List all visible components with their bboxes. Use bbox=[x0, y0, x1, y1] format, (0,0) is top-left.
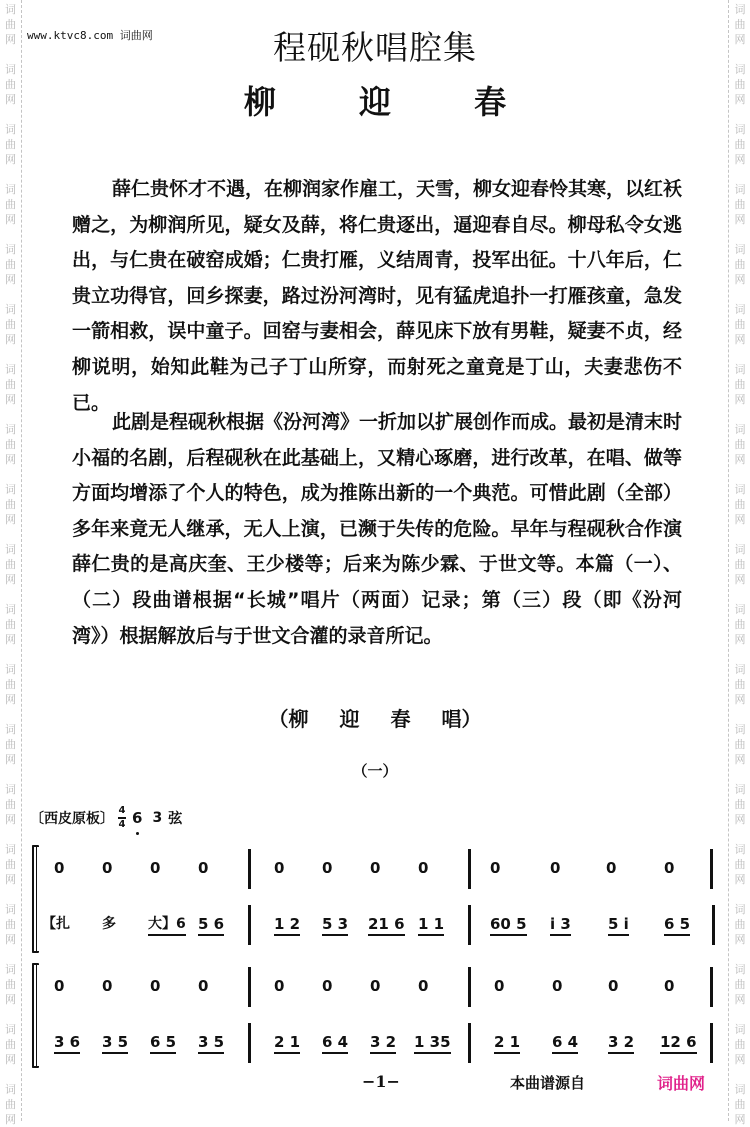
side-watermark bbox=[0, 302, 21, 347]
side-watermark bbox=[0, 1022, 21, 1067]
note: 0 bbox=[54, 977, 65, 995]
note: 0 bbox=[54, 859, 65, 877]
collection-title: 程砚秋唱腔集 bbox=[273, 28, 477, 67]
note-group: 1 1 bbox=[418, 915, 444, 936]
side-watermark-char: 网 bbox=[734, 753, 746, 766]
side-watermark-char: 曲 bbox=[5, 738, 16, 751]
barline bbox=[248, 967, 251, 1007]
side-watermark bbox=[0, 542, 21, 587]
side-watermark-char: 词 bbox=[5, 303, 16, 316]
side-watermark-char: 网 bbox=[5, 1113, 16, 1126]
side-watermark bbox=[0, 122, 21, 167]
side-watermark-char: 网 bbox=[5, 993, 16, 1006]
side-watermark bbox=[729, 662, 750, 707]
side-watermark-char: 词 bbox=[5, 1023, 16, 1036]
side-watermark-char: 词 bbox=[734, 843, 746, 856]
side-watermark bbox=[729, 1082, 750, 1127]
side-watermark-char: 曲 bbox=[734, 378, 746, 391]
note: 0 bbox=[370, 859, 381, 877]
score-system bbox=[30, 845, 720, 953]
side-watermark bbox=[729, 542, 750, 587]
side-watermark-char: 词 bbox=[734, 603, 746, 616]
piece-title bbox=[0, 77, 750, 123]
side-watermark-char: 词 bbox=[734, 783, 746, 796]
note: 0 bbox=[418, 977, 429, 995]
side-watermark bbox=[729, 122, 750, 167]
side-watermark-char: 词 bbox=[5, 843, 16, 856]
side-watermark-char: 词 bbox=[5, 363, 16, 376]
side-watermark-char: 词 bbox=[734, 303, 746, 316]
note: 0 bbox=[418, 859, 429, 877]
side-watermark-char: 曲 bbox=[734, 558, 746, 571]
side-watermark-char: 曲 bbox=[734, 738, 746, 751]
side-watermark-char: 词 bbox=[5, 783, 16, 796]
side-watermark bbox=[729, 602, 750, 647]
note-group: 3 2 bbox=[608, 1033, 634, 1054]
barline bbox=[712, 905, 715, 945]
side-watermark-char: 网 bbox=[734, 873, 746, 886]
side-watermark-char: 网 bbox=[734, 453, 746, 466]
note: 0 bbox=[370, 977, 381, 995]
side-watermark-char: 网 bbox=[5, 393, 16, 406]
tempo-line bbox=[30, 806, 182, 830]
note: 0 bbox=[606, 859, 617, 877]
note-group: 6 5 bbox=[150, 1033, 176, 1054]
synopsis-paragraph-text: 薛仁贵怀才不遇，在柳润家作雇工，天雪，柳女迎春怜其寒，以红袄赠之，为柳润所见，疑女及薛，将仁贵逐出，逼迎春自尽。柳母私令女逃出，与仁贵在破窑成婚；仁贵打雁，义结周青，投军出征。十八年后，仁贵立功得官，回乡探妻，路过汾河湾时，见有猛虎追扑一打雁孩童，急发一箭相救，误中童子。回窑与妻相会，薛见床下放有男鞋，疑妻不贞，经柳说明，始知此鞋为己子丁山所穿，而射死之童竟是丁山，夫妻悲伤不已。 bbox=[72, 178, 683, 414]
background-paragraph-text: 此剧是程砚秋根据《汾河湾》一折加以扩展创作而成。最初是清末时小福的名剧，后程砚秋在此基础上，又精心琢磨，进行改革，在唱、做等方面均增添了个人的特色，成为推陈出新的一个典范。可惜此剧（全部）多年来竟无人继承，无人上演，已濒于失传的危险。早年与程砚秋合作演薛仁贵的是高庆奎、王少楼等；后来为陈少霖、于世文等。本篇（一）、（二）段曲谱根据“长城”唱片（两面）记录；第（三）段（即《汾河湾》）根据解放后与于世文合灌的录音所记。 bbox=[72, 411, 683, 647]
singer-heading bbox=[0, 703, 750, 732]
side-watermark-char: 网 bbox=[734, 153, 746, 166]
side-watermark bbox=[0, 182, 21, 227]
side-watermark-char: 网 bbox=[5, 33, 16, 46]
side-watermark bbox=[0, 1082, 21, 1127]
side-watermark-char: 曲 bbox=[734, 1098, 746, 1111]
side-watermark bbox=[0, 422, 21, 467]
note: 0 bbox=[150, 977, 161, 995]
note-group: 5 6 bbox=[198, 915, 224, 936]
note: 0 bbox=[494, 977, 505, 995]
side-watermark-char: 曲 bbox=[5, 498, 16, 511]
note-group: 大】6 bbox=[148, 915, 186, 936]
side-watermark-char: 曲 bbox=[5, 558, 16, 571]
side-watermark bbox=[0, 782, 21, 827]
side-watermark bbox=[729, 782, 750, 827]
side-watermark-char: 网 bbox=[5, 573, 16, 586]
side-watermark-char: 词 bbox=[5, 723, 16, 736]
side-watermark bbox=[0, 362, 21, 407]
barline bbox=[468, 849, 471, 889]
note-group: 21 6 bbox=[368, 915, 405, 936]
side-watermark-char: 曲 bbox=[734, 858, 746, 871]
tempo-marking: 〔西皮原板〕 bbox=[30, 810, 114, 827]
side-watermark bbox=[729, 1022, 750, 1067]
note: 0 bbox=[322, 977, 333, 995]
side-watermark-char: 曲 bbox=[734, 78, 746, 91]
synopsis-paragraph bbox=[72, 172, 682, 421]
note-group: 3 5 bbox=[102, 1033, 128, 1054]
side-watermark-char: 网 bbox=[734, 1053, 746, 1066]
side-watermark-char: 网 bbox=[5, 873, 16, 886]
note-group: 1 2 bbox=[274, 915, 300, 936]
vocal-row bbox=[30, 1023, 720, 1063]
note: 0 bbox=[664, 977, 675, 995]
accompaniment-row bbox=[30, 849, 720, 889]
note: 0 bbox=[608, 977, 619, 995]
side-watermark-char: 曲 bbox=[734, 318, 746, 331]
note-group: 6 4 bbox=[322, 1033, 348, 1054]
barline bbox=[248, 905, 251, 945]
side-watermark-char: 网 bbox=[734, 513, 746, 526]
side-watermark-char: 词 bbox=[734, 723, 746, 736]
side-watermark-char: 词 bbox=[5, 123, 16, 136]
side-watermark-char: 曲 bbox=[734, 1038, 746, 1051]
side-watermark-char: 曲 bbox=[5, 438, 16, 451]
side-watermark-char: 词 bbox=[734, 903, 746, 916]
side-watermark-char: 网 bbox=[734, 1113, 746, 1126]
barline bbox=[468, 967, 471, 1007]
side-watermark bbox=[729, 842, 750, 887]
side-watermark-char: 词 bbox=[734, 363, 746, 376]
side-watermark-char: 词 bbox=[734, 3, 746, 16]
time-signature bbox=[118, 806, 126, 830]
side-watermark-char: 词 bbox=[5, 963, 16, 976]
side-watermark-char: 词 bbox=[734, 123, 746, 136]
note: 0 bbox=[150, 859, 161, 877]
note-group: 6 5 bbox=[664, 915, 690, 936]
side-watermark-char: 词 bbox=[5, 663, 16, 676]
piece-title-char: 柳 bbox=[243, 83, 276, 121]
side-watermark-char: 词 bbox=[734, 1023, 746, 1036]
side-watermark bbox=[0, 602, 21, 647]
side-watermark bbox=[729, 242, 750, 287]
side-watermark bbox=[0, 842, 21, 887]
side-watermark-char: 词 bbox=[5, 603, 16, 616]
accompaniment-row bbox=[30, 967, 720, 1007]
side-watermark-char: 曲 bbox=[5, 858, 16, 871]
note-group: i 3 bbox=[550, 915, 571, 936]
side-watermark-char: 曲 bbox=[5, 978, 16, 991]
side-watermark-char: 网 bbox=[5, 693, 16, 706]
side-watermark-char: 曲 bbox=[734, 798, 746, 811]
left-watermark-rail bbox=[0, 0, 22, 1126]
side-watermark-char: 曲 bbox=[734, 618, 746, 631]
side-watermark-char: 词 bbox=[5, 903, 16, 916]
side-watermark-char: 曲 bbox=[734, 438, 746, 451]
note-group: 3 2 bbox=[370, 1033, 396, 1054]
side-watermark-char: 曲 bbox=[5, 678, 16, 691]
note-group: 2 1 bbox=[494, 1033, 520, 1054]
side-watermark bbox=[0, 242, 21, 287]
side-watermark-char: 词 bbox=[5, 243, 16, 256]
note: 0 bbox=[552, 977, 563, 995]
side-watermark bbox=[0, 662, 21, 707]
source-link[interactable]: 词曲网 bbox=[657, 1074, 706, 1093]
singer-heading-part: 春 bbox=[390, 707, 411, 731]
side-watermark-char: 曲 bbox=[5, 78, 16, 91]
percussion-syllable: 多 bbox=[102, 916, 116, 932]
side-watermark-char: 词 bbox=[734, 963, 746, 976]
side-watermark-char: 词 bbox=[734, 63, 746, 76]
note: 0 bbox=[274, 859, 285, 877]
side-watermark-char: 网 bbox=[5, 333, 16, 346]
time-signature-numerator: 4 bbox=[118, 805, 126, 816]
side-watermark bbox=[729, 962, 750, 1007]
side-watermark-char: 网 bbox=[5, 153, 16, 166]
side-watermark-char: 曲 bbox=[5, 378, 16, 391]
side-watermark-char: 网 bbox=[734, 393, 746, 406]
note-group: 3 6 bbox=[54, 1033, 80, 1054]
side-watermark-char: 网 bbox=[5, 753, 16, 766]
side-watermark-char: 曲 bbox=[5, 1038, 16, 1051]
page-number: −1− bbox=[362, 1072, 400, 1091]
side-watermark-char: 网 bbox=[5, 1053, 16, 1066]
key-high-note: 3 bbox=[152, 809, 169, 826]
site-url-watermark: www.ktvc8.com 词曲网 bbox=[27, 29, 153, 42]
note: 0 bbox=[102, 977, 113, 995]
percussion-syllable: 【扎 bbox=[42, 916, 70, 932]
side-watermark-char: 网 bbox=[5, 273, 16, 286]
note-group: 6 4 bbox=[552, 1033, 578, 1054]
side-watermark-char: 曲 bbox=[734, 978, 746, 991]
note-group: 3 5 bbox=[198, 1033, 224, 1054]
side-watermark-char: 词 bbox=[734, 243, 746, 256]
side-watermark-char: 网 bbox=[734, 273, 746, 286]
note-group: 2 1 bbox=[274, 1033, 300, 1054]
side-watermark-char: 曲 bbox=[734, 258, 746, 271]
note: 0 bbox=[322, 859, 333, 877]
side-watermark-char: 曲 bbox=[5, 318, 16, 331]
source-label: 本曲谱源自 bbox=[510, 1074, 586, 1092]
barline bbox=[710, 849, 713, 889]
note-group: 1 35 bbox=[414, 1033, 451, 1054]
side-watermark-char: 网 bbox=[5, 933, 16, 946]
side-watermark-char: 词 bbox=[734, 423, 746, 436]
key-tuning-suffix: 弦 bbox=[168, 810, 183, 827]
side-watermark-char: 网 bbox=[734, 333, 746, 346]
note: 0 bbox=[274, 977, 285, 995]
side-watermark bbox=[0, 902, 21, 947]
side-watermark bbox=[729, 422, 750, 467]
singer-heading-part: 唱） bbox=[441, 707, 482, 731]
side-watermark-char: 词 bbox=[734, 183, 746, 196]
side-watermark-char: 曲 bbox=[5, 258, 16, 271]
piece-title-char: 迎 bbox=[358, 83, 391, 121]
side-watermark-char: 词 bbox=[5, 183, 16, 196]
side-watermark-char: 词 bbox=[5, 423, 16, 436]
singer-heading-part: （柳 bbox=[268, 707, 309, 731]
note: 0 bbox=[490, 859, 501, 877]
side-watermark-char: 网 bbox=[5, 453, 16, 466]
side-watermark-char: 曲 bbox=[5, 138, 16, 151]
side-watermark-char: 网 bbox=[5, 513, 16, 526]
side-watermark-char: 曲 bbox=[734, 918, 746, 931]
side-watermark bbox=[729, 482, 750, 527]
note: 0 bbox=[198, 859, 209, 877]
side-watermark-char: 词 bbox=[734, 483, 746, 496]
note: 0 bbox=[102, 859, 113, 877]
barline bbox=[710, 967, 713, 1007]
side-watermark-char: 网 bbox=[734, 813, 746, 826]
side-watermark-char: 网 bbox=[5, 813, 16, 826]
side-watermark-char: 曲 bbox=[734, 498, 746, 511]
side-watermark-char: 曲 bbox=[5, 918, 16, 931]
side-watermark bbox=[729, 902, 750, 947]
side-watermark-char: 曲 bbox=[734, 198, 746, 211]
singer-heading-part: 迎 bbox=[339, 707, 360, 731]
key-low-note: 6 bbox=[132, 808, 143, 827]
side-watermark-char: 曲 bbox=[734, 678, 746, 691]
side-watermark-char: 网 bbox=[734, 933, 746, 946]
time-signature-denominator: 4 bbox=[118, 818, 126, 830]
side-watermark-char: 曲 bbox=[5, 18, 16, 31]
side-watermark-char: 曲 bbox=[5, 198, 16, 211]
side-watermark-char: 词 bbox=[5, 63, 16, 76]
side-watermark-char: 曲 bbox=[5, 798, 16, 811]
side-watermark-char: 网 bbox=[734, 573, 746, 586]
side-watermark-char: 曲 bbox=[734, 138, 746, 151]
side-watermark bbox=[0, 482, 21, 527]
side-watermark-char: 词 bbox=[5, 1083, 16, 1096]
side-watermark-char: 词 bbox=[5, 483, 16, 496]
barline bbox=[248, 1023, 251, 1063]
side-watermark bbox=[0, 962, 21, 1007]
side-watermark-char: 网 bbox=[5, 93, 16, 106]
side-watermark-char: 网 bbox=[734, 33, 746, 46]
section-label: （一） bbox=[352, 762, 398, 780]
side-watermark-char: 网 bbox=[734, 693, 746, 706]
note: 0 bbox=[664, 859, 675, 877]
side-watermark-char: 网 bbox=[5, 633, 16, 646]
note-group: 12 6 bbox=[660, 1033, 697, 1054]
side-watermark-char: 曲 bbox=[5, 1098, 16, 1111]
side-watermark bbox=[729, 182, 750, 227]
side-watermark-char: 曲 bbox=[734, 18, 746, 31]
note-group: 60 5 bbox=[490, 915, 527, 936]
side-watermark-char: 词 bbox=[734, 543, 746, 556]
side-watermark-char: 网 bbox=[734, 213, 746, 226]
barline bbox=[468, 905, 471, 945]
side-watermark bbox=[729, 302, 750, 347]
note-group: 5 i bbox=[608, 915, 629, 936]
right-watermark-rail bbox=[728, 0, 750, 1126]
score-system bbox=[30, 963, 720, 1068]
side-watermark-char: 网 bbox=[734, 93, 746, 106]
barline bbox=[710, 1023, 713, 1063]
piece-title-char: 春 bbox=[474, 83, 507, 121]
side-watermark-char: 词 bbox=[734, 663, 746, 676]
barline bbox=[468, 1023, 471, 1063]
note: 0 bbox=[550, 859, 561, 877]
side-watermark-char: 曲 bbox=[5, 618, 16, 631]
side-watermark-char: 词 bbox=[5, 543, 16, 556]
side-watermark-char: 词 bbox=[734, 1083, 746, 1096]
background-paragraph bbox=[72, 405, 682, 654]
vocal-row bbox=[30, 905, 720, 945]
side-watermark bbox=[729, 362, 750, 407]
note: 0 bbox=[198, 977, 209, 995]
side-watermark-char: 词 bbox=[5, 3, 16, 16]
note-group: 5 3 bbox=[322, 915, 348, 936]
side-watermark-char: 网 bbox=[734, 993, 746, 1006]
barline bbox=[248, 849, 251, 889]
side-watermark-char: 网 bbox=[5, 213, 16, 226]
side-watermark-char: 网 bbox=[734, 633, 746, 646]
